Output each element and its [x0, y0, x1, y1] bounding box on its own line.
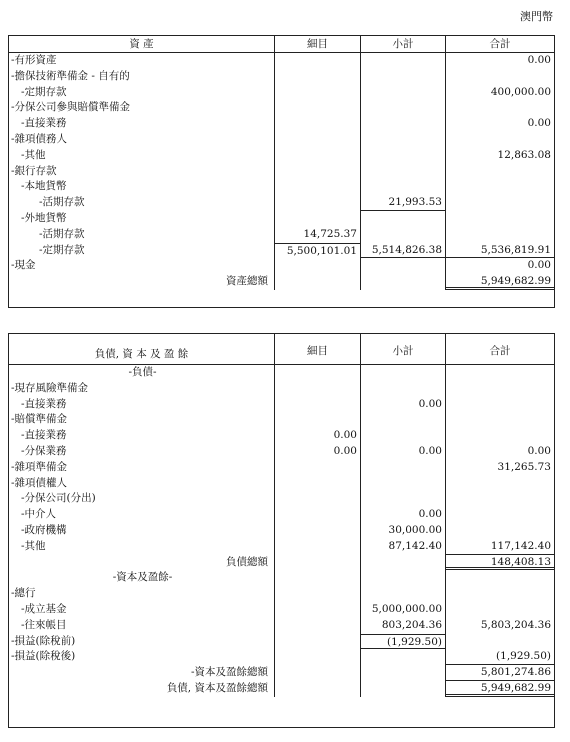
subtotal-cell: 5,000,000.00 [361, 602, 446, 618]
subtotal-cell [361, 179, 446, 195]
row-label: -分保公司參與賠償準備金 [9, 100, 275, 116]
detail-cell [275, 258, 361, 274]
subtotal-cell [361, 381, 446, 397]
row-label: -損益(除稅後) [9, 649, 275, 665]
total-cell: 0.00 [527, 117, 551, 130]
total-cell: 5,949,682.99 [446, 274, 554, 290]
liabilities-header-detail: 細目 [275, 334, 361, 364]
detail-cell [275, 634, 361, 650]
total-cell [446, 397, 554, 413]
row-label: -負債- [9, 365, 275, 381]
total-cell: 5,949,682.99 [446, 681, 554, 697]
detail-cell [275, 274, 361, 290]
row-label: -賠償準備金 [9, 412, 275, 428]
detail-cell [275, 539, 361, 555]
assets-header-detail: 細目 [275, 36, 361, 52]
row-label: -總行 [9, 586, 275, 602]
subtotal-cell: (1,929.50) [361, 634, 446, 650]
subtotal-cell [361, 227, 446, 243]
subtotal-cell: 87,142.40 [361, 539, 446, 555]
assets-header-subtotal: 小計 [361, 36, 446, 52]
subtotal-cell [361, 148, 446, 164]
subtotal-cell: 0.00 [361, 444, 446, 460]
row-label: -資本及盈餘總額 [9, 665, 275, 681]
total-cell [446, 586, 554, 602]
assets-header-item: 資 產 [9, 36, 275, 52]
total-cell [446, 476, 554, 492]
row-label: -定期存款 [9, 243, 275, 259]
table-row [9, 618, 554, 634]
table-row [9, 132, 554, 148]
row-label: -現存風險準備金 [9, 381, 275, 397]
detail-cell [275, 365, 361, 381]
detail-cell [275, 460, 361, 476]
table-row [9, 681, 554, 697]
total-cell: 5,801,274.86 [446, 665, 554, 681]
total-cell: 117,142.40 [446, 539, 554, 555]
table-row [9, 69, 554, 85]
detail-cell [275, 53, 361, 69]
table-row [9, 195, 554, 211]
detail-cell [275, 412, 361, 428]
detail-cell [275, 476, 361, 492]
table-row [9, 444, 554, 460]
detail-cell [275, 665, 361, 681]
row-label: -分保業務 [9, 444, 275, 460]
detail-cell [275, 69, 361, 85]
table-row [9, 539, 554, 555]
subtotal-cell [361, 460, 446, 476]
detail-cell [275, 491, 361, 507]
total-cell [446, 164, 554, 180]
table-row [9, 523, 554, 539]
total-cell: 0.00 [527, 259, 551, 272]
row-label: -其他 [9, 148, 275, 164]
subtotal-cell [361, 69, 446, 85]
row-label: -活期存款 [9, 227, 275, 243]
table-row [9, 274, 554, 290]
assets-header-row [9, 36, 554, 53]
total-cell [446, 227, 554, 243]
subtotal-cell [361, 570, 446, 586]
table-row [9, 227, 554, 243]
table-row [9, 476, 554, 492]
table-row [9, 634, 554, 650]
table-row [9, 258, 554, 274]
row-label: -中介人 [9, 507, 275, 523]
total-cell: 12,863.08 [497, 148, 551, 161]
liabilities-table [8, 333, 555, 728]
liabilities-header-total: 合計 [489, 345, 511, 357]
total-cell [446, 132, 554, 148]
subtotal-cell [361, 116, 446, 132]
subtotal-cell [361, 85, 446, 101]
table-row [9, 397, 554, 413]
table-row [9, 116, 554, 132]
currency-label: 澳門幣 [520, 10, 553, 23]
subtotal-cell [361, 555, 446, 571]
row-label: 資產總額 [9, 274, 275, 290]
detail-cell [275, 507, 361, 523]
total-cell [446, 381, 554, 397]
table-row [9, 602, 554, 618]
detail-cell [275, 681, 361, 697]
row-label: -直接業務 [9, 116, 275, 132]
subtotal-cell: 5,514,826.38 [361, 243, 446, 259]
total-cell: (1,929.50) [446, 649, 554, 665]
table-row [9, 53, 554, 69]
detail-cell: 5,500,101.01 [275, 243, 361, 259]
total-cell: 0.00 [527, 54, 551, 66]
row-label: -往來帳目 [9, 618, 275, 634]
table-row [9, 243, 554, 259]
row-label: -有形資產 [9, 53, 275, 69]
subtotal-cell [361, 258, 446, 274]
row-label: -活期存款 [9, 195, 275, 211]
detail-cell [275, 570, 361, 586]
row-label: -雜項準備金 [9, 460, 275, 476]
row-label: -外地貨幣 [9, 211, 275, 227]
table-row [9, 85, 554, 101]
total-cell: 5,803,204.36 [480, 618, 551, 631]
table-row [9, 570, 554, 586]
detail-cell [275, 397, 361, 413]
table-row [9, 665, 554, 681]
liabilities-header-item: 負債, 資 本 及 盈 餘 [9, 334, 275, 364]
subtotal-cell [361, 100, 446, 116]
detail-cell [275, 164, 361, 180]
table-row [9, 586, 554, 602]
detail-cell [275, 211, 361, 227]
liabilities-header-row [9, 334, 554, 365]
detail-cell [275, 195, 361, 211]
total-cell [446, 100, 554, 116]
subtotal-cell: 21,993.53 [361, 195, 446, 211]
subtotal-cell [361, 491, 446, 507]
total-cell: 0.00 [527, 444, 551, 457]
subtotal-cell [361, 53, 446, 69]
total-cell [446, 507, 554, 523]
detail-cell [275, 618, 361, 634]
total-cell [446, 179, 554, 195]
table-row [9, 491, 554, 507]
detail-cell [275, 523, 361, 539]
detail-cell [275, 602, 361, 618]
row-label: -其他 [9, 539, 275, 555]
total-cell: 5,536,819.91 [446, 243, 554, 259]
total-cell [446, 634, 554, 650]
detail-cell [275, 586, 361, 602]
row-label: -資本及盈餘- [9, 570, 275, 586]
table-row [9, 179, 554, 195]
row-label: -直接業務 [9, 397, 275, 413]
table-row [9, 365, 554, 381]
row-label: -雜項債務人 [9, 132, 275, 148]
subtotal-cell [361, 681, 446, 697]
liabilities-header-subtotal: 小計 [361, 334, 446, 364]
table-row [9, 428, 554, 444]
table-row [9, 649, 554, 665]
detail-cell [275, 132, 361, 148]
row-label: -現金 [9, 258, 275, 274]
total-cell [446, 428, 554, 444]
subtotal-cell: 803,204.36 [361, 618, 446, 634]
total-cell [446, 491, 554, 507]
detail-cell: 0.00 [275, 428, 361, 444]
subtotal-cell [361, 412, 446, 428]
detail-cell: 14,725.37 [275, 227, 361, 243]
row-label: -分保公司(分出) [9, 491, 275, 507]
subtotal-cell [361, 164, 446, 180]
subtotal-cell [361, 428, 446, 444]
table-row [9, 381, 554, 397]
table-row [9, 211, 554, 227]
subtotal-cell [361, 211, 446, 227]
subtotal-cell: 0.00 [361, 397, 446, 413]
row-label: -直接業務 [9, 428, 275, 444]
subtotal-cell [361, 586, 446, 602]
detail-cell [275, 555, 361, 571]
detail-cell [275, 100, 361, 116]
subtotal-cell [361, 274, 446, 290]
subtotal-cell [361, 649, 446, 665]
subtotal-cell [361, 132, 446, 148]
detail-cell: 0.00 [275, 444, 361, 460]
assets-header-total: 合計 [489, 38, 511, 50]
row-label: -政府機構 [9, 523, 275, 539]
table-row [9, 100, 554, 116]
assets-body [9, 53, 554, 290]
total-cell [446, 365, 554, 381]
subtotal-cell: 30,000.00 [361, 523, 446, 539]
row-label: -定期存款 [9, 85, 275, 101]
assets-table [8, 35, 555, 308]
table-row [9, 507, 554, 523]
total-cell [446, 412, 554, 428]
detail-cell [275, 85, 361, 101]
total-cell [446, 195, 554, 211]
table-row [9, 460, 554, 476]
total-cell [446, 69, 554, 85]
row-label: 負債總額 [9, 555, 275, 571]
total-cell: 400,000.00 [490, 85, 551, 98]
row-label: -雜項債權人 [9, 476, 275, 492]
detail-cell [275, 116, 361, 132]
row-label: 負債, 資本及盈餘總額 [9, 681, 275, 697]
table-row [9, 412, 554, 428]
row-label: -成立基金 [9, 602, 275, 618]
subtotal-cell [361, 665, 446, 681]
total-cell [446, 602, 554, 618]
liabilities-body [9, 365, 554, 697]
subtotal-cell: 0.00 [361, 507, 446, 523]
total-cell [446, 211, 554, 227]
detail-cell [275, 649, 361, 665]
detail-cell [275, 148, 361, 164]
subtotal-cell [361, 476, 446, 492]
table-row [9, 555, 554, 571]
row-label: -擔保技術準備金 - 自有的 [9, 69, 275, 85]
row-label: -本地貨幣 [9, 179, 275, 195]
table-row [9, 164, 554, 180]
total-cell: 31,265.73 [497, 460, 551, 473]
total-cell [446, 523, 554, 539]
total-cell [446, 570, 554, 586]
total-cell: 148,408.13 [446, 555, 554, 571]
subtotal-cell [361, 365, 446, 381]
row-label: -損益(除稅前) [9, 634, 275, 650]
row-label: -銀行存款 [9, 164, 275, 180]
detail-cell [275, 381, 361, 397]
detail-cell [275, 179, 361, 195]
table-row [9, 148, 554, 164]
